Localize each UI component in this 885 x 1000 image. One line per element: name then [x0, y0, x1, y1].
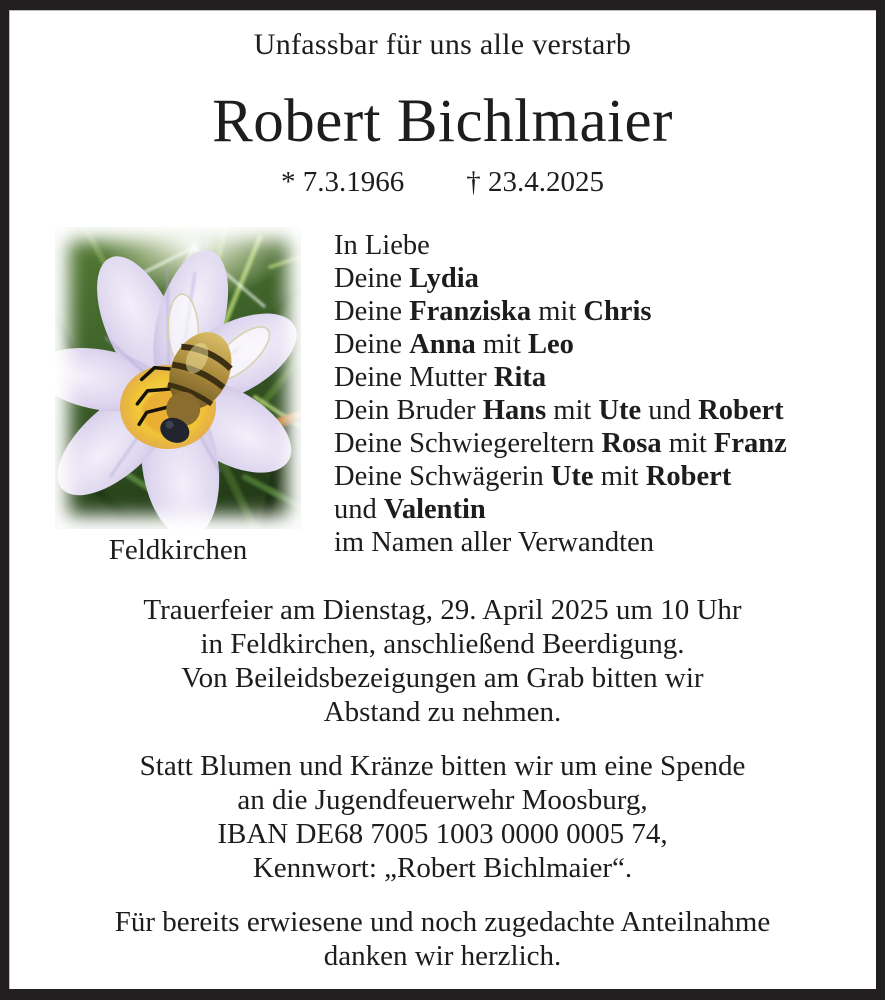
- family-line: und Valentin: [334, 494, 486, 525]
- family-line: Deine Lydia: [334, 263, 479, 294]
- paragraph-funeral-details: Trauerfeier am Dienstag, 29. April 2025 um 10 Uhr in Feldkirchen, anschließend Beerdigung. Von Beileidsbezeigungen am Grab bitten wir Abstand zu nehmen.: [143, 594, 742, 728]
- paragraph-donation-request: Statt Blumen und Kränze bitten wir um eine Spende an die Jugendfeuerwehr Moosburg, IBAN DE68 7005 1003 0000 0005 74, Kennwort: „Robert Bichlmaier“.: [139, 750, 746, 884]
- photo-caption: Feldkirchen: [108, 534, 248, 566]
- family-line: Deine Schwiegereltern Rosa mit Franz: [334, 428, 787, 459]
- family-line: Deine Schwägerin Ute mit Robert: [334, 461, 732, 492]
- family-line: Dein Bruder Hans mit Ute und Robert: [334, 395, 784, 426]
- deceased-name: Robert Bichlmaier: [212, 88, 673, 155]
- photo-and-family-section: [9, 227, 876, 567]
- birth-date: * 7.3.1966: [281, 166, 405, 198]
- crocus-bee-photo: [55, 227, 301, 529]
- photo-column: [55, 227, 301, 567]
- family-line: im Namen aller Verwandten: [334, 527, 654, 558]
- death-date: † 23.4.2025: [466, 166, 604, 198]
- family-line: Deine Franziska mit Chris: [334, 296, 652, 327]
- notice-content: [9, 10, 876, 989]
- notice-paragraphs: [9, 593, 876, 973]
- paragraph-gratitude: Für bereits erwiesene und noch zugedachte Anteilnahme danken wir herzlich.: [114, 906, 771, 972]
- life-dates: [9, 165, 876, 199]
- memorial-photo: [55, 227, 301, 529]
- family-line: Deine Mutter Rita: [334, 362, 547, 393]
- epitaph-line: Unfassbar für uns alle verstarb: [253, 28, 632, 61]
- family-line: Deine Anna mit Leo: [334, 329, 574, 360]
- family-line: In Liebe: [334, 230, 430, 261]
- family-list: [334, 227, 787, 559]
